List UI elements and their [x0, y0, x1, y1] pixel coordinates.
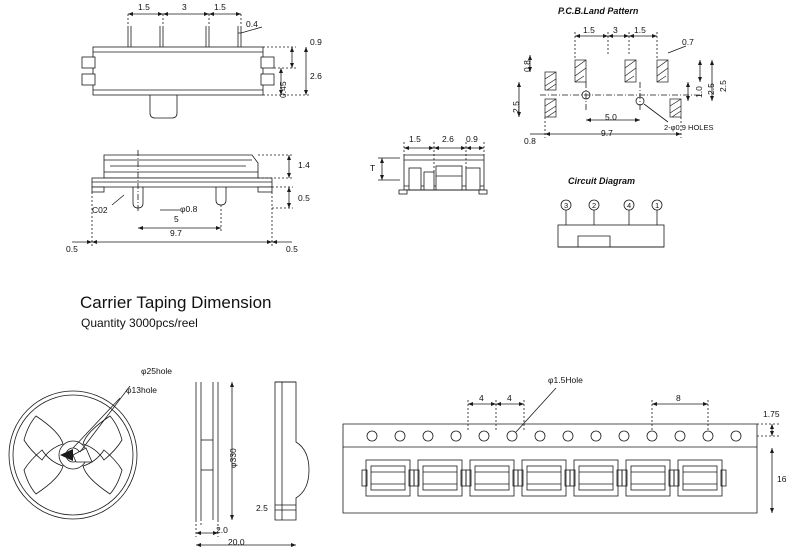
- dim-pcb-0_8-bottom: 0.8: [524, 136, 536, 146]
- dim-reel-25hole: φ25hole: [141, 366, 173, 376]
- circuit-pin-1: 1: [655, 201, 660, 210]
- dim-side-1_4: 1.4: [298, 160, 310, 170]
- dim-side-9_7: 9.7: [170, 228, 182, 238]
- dim-pcb-2_5-inner: 2.5: [718, 80, 728, 92]
- label-c02: C02: [92, 205, 108, 215]
- label-pcb-holes: 2-φ0.9 HOLES: [664, 123, 714, 132]
- dim-side-hole: φ0.8: [180, 204, 198, 214]
- side-view-group: [72, 150, 293, 246]
- dim-pcb-0_7: 0.7: [682, 37, 694, 47]
- dim-pcb-0_8-top: 0.8: [522, 60, 532, 72]
- dim-tape-sprocket-hole: φ1.5Hole: [548, 375, 583, 385]
- dim-end-0_9: 0.9: [466, 134, 478, 144]
- dim-reel-2_0: 2.0: [216, 525, 228, 535]
- dim-top-3: 3: [182, 2, 187, 12]
- carrier-tape-group: [343, 388, 780, 513]
- heading-carrier-taping: Carrier Taping Dimension: [80, 293, 272, 312]
- reel-group: [9, 382, 309, 547]
- end-view-group: [378, 142, 487, 194]
- dim-tape-16: 16: [777, 474, 787, 484]
- dim-pcb-5_0: 5.0: [605, 112, 617, 122]
- dim-end-2_6: 2.6: [442, 134, 454, 144]
- dim-pcb-1_0: 1.0: [694, 86, 704, 98]
- dim-reel-330: φ330: [228, 448, 238, 468]
- dim-top-1_5a: 1.5: [138, 2, 150, 12]
- circuit-diagram-group: [558, 200, 664, 247]
- top-view-group: [82, 12, 310, 118]
- dim-end-1_5: 1.5: [409, 134, 421, 144]
- dim-top-2_6: 2.6: [310, 71, 322, 81]
- dim-pcb-2_5-left: 2.5: [511, 101, 521, 113]
- dim-pcb-1_5a: 1.5: [583, 25, 595, 35]
- dim-top-0_45: 0.45: [278, 81, 288, 98]
- dim-top-0_9: 0.9: [310, 37, 322, 47]
- heading-pcb-land-pattern: P.C.B.Land Pattern: [558, 6, 639, 16]
- dim-pcb-3: 3: [613, 25, 618, 35]
- dim-side-0_5: 0.5: [298, 193, 310, 203]
- dim-tape-4b: 4: [507, 393, 512, 403]
- dim-reel-13hole: φ13hole: [126, 385, 158, 395]
- dim-reel-20_0: 20.0: [228, 537, 245, 547]
- dim-pcb-1_5b: 1.5: [634, 25, 646, 35]
- dim-tape-4a: 4: [479, 393, 484, 403]
- dim-top-0_4: 0.4: [246, 19, 258, 29]
- circuit-pin-4: 4: [627, 201, 632, 210]
- dim-tape-8: 8: [676, 393, 681, 403]
- circuit-pin-3: 3: [564, 201, 569, 210]
- dim-side-5: 5: [174, 214, 179, 224]
- dim-end-t: T: [370, 163, 376, 173]
- dim-reel-2_5: 2.5: [256, 503, 268, 513]
- dim-side-right-0_5: 0.5: [286, 244, 298, 254]
- dim-top-1_5b: 1.5: [214, 2, 226, 12]
- dim-pcb-9_7: 9.7: [601, 128, 613, 138]
- heading-circuit-diagram: Circuit Diagram: [568, 176, 636, 186]
- dim-pcb-2_5-right: 2.5: [706, 83, 716, 95]
- label-quantity: Quantity 3000pcs/reel: [81, 316, 198, 330]
- circuit-pin-2: 2: [592, 201, 597, 210]
- dim-tape-1_75: 1.75: [763, 409, 780, 419]
- dim-side-left-0_5: 0.5: [66, 244, 78, 254]
